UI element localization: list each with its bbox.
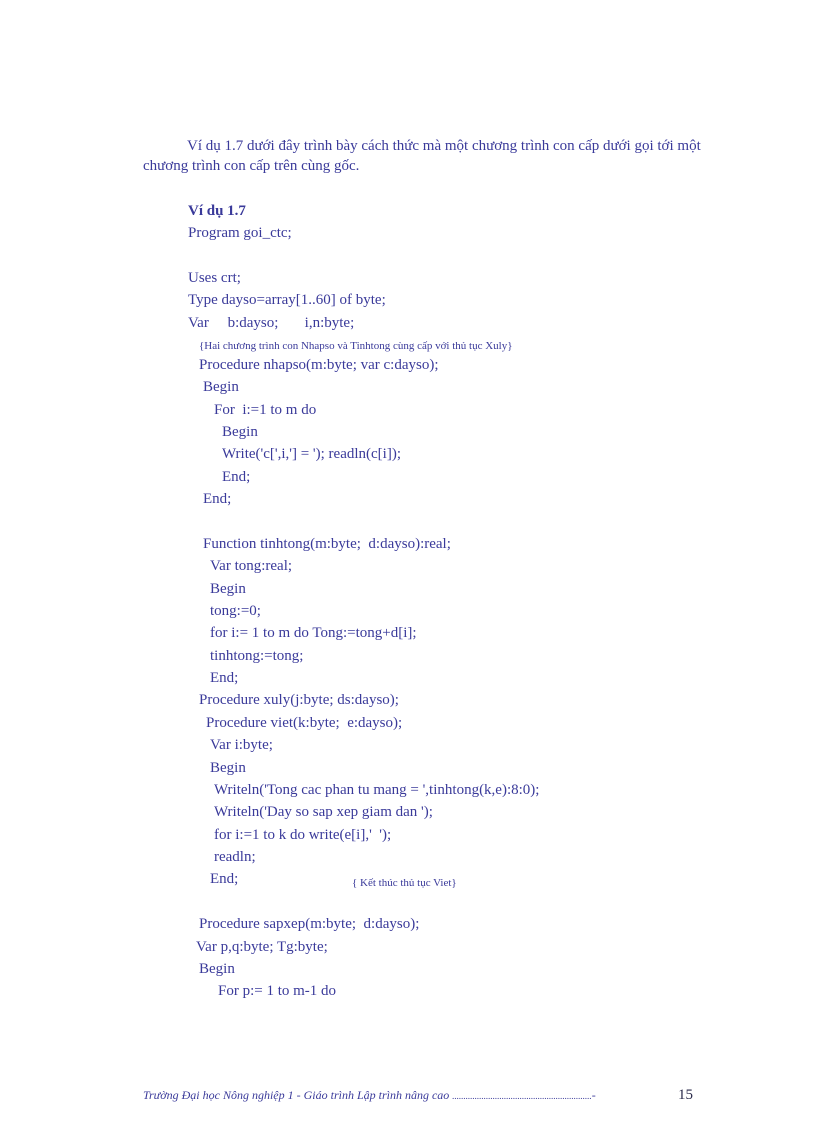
code-line: For i:=1 to m do (214, 402, 317, 418)
code-line: Function tinhtong(m:byte; d:dayso):real; (203, 536, 451, 552)
code-line: Uses crt; (188, 270, 241, 286)
code-line: End; (222, 469, 251, 485)
code-line: Writeln('Day so sap xep giam dan '); (214, 804, 433, 820)
code-line: Write('c[',i,'] = '); readln(c[i]); (222, 446, 401, 462)
code-line: tinhtong:=tong; (210, 648, 304, 664)
code-line: End; (210, 871, 239, 887)
code-line: for i:=1 to k do write(e[i],' '); (214, 827, 392, 843)
intro-paragraph (143, 136, 743, 176)
page-number: 15 (678, 1087, 693, 1103)
code-line: End; (210, 670, 239, 686)
code-line: Var i:byte; (210, 737, 273, 753)
code-line: Begin (199, 961, 235, 977)
code-line: Writeln('Tong cac phan tu mang = ',tinhtong(k,e):8:0); (214, 782, 540, 798)
footer-text: Trường Đại học Nông nghiệp 1 - Giáo trình Lập trình nâng cao (143, 1088, 453, 1102)
code-comment: {Hai chương trình con Nhapso và Tinhtong cùng cấp với thủ tục Xuly} (199, 340, 513, 352)
code-line: for i:= 1 to m do Tong:=tong+d[i]; (210, 625, 417, 641)
code-line: Procedure viet(k:byte; e:dayso); (206, 715, 403, 731)
code-line: Begin (210, 760, 246, 776)
code-line: Begin (222, 424, 258, 440)
code-line: Var b:dayso; i,n:byte; (188, 315, 355, 331)
code-line: tong:=0; (210, 603, 261, 619)
code-line: Procedure xuly(j:byte; ds:dayso); (199, 692, 399, 708)
example-title: Ví dụ 1.7 (188, 203, 246, 219)
code-line: Procedure nhapso(m:byte; var c:dayso); (199, 357, 439, 373)
code-line: End; (203, 491, 232, 507)
page-footer (143, 1088, 703, 1103)
footer-dash: - (591, 1088, 596, 1102)
code-line: readln; (214, 849, 256, 865)
code-line: Program goi_ctc; (188, 225, 292, 241)
footer-dots: .............................................................. (452, 1091, 592, 1101)
intro-line-2: chương trình con cấp trên cùng gốc. (143, 158, 360, 174)
code-comment: { Kết thúc thủ tục Viet} (352, 877, 457, 889)
intro-line-1: Ví dụ 1.7 dưới đây trình bày cách thức mà một chương trình con cấp dưới gọi tới một (187, 138, 701, 154)
code-line: Var tong:real; (210, 558, 293, 574)
code-line: Begin (203, 379, 239, 395)
code-line: Var p,q:byte; Tg:byte; (196, 939, 328, 955)
code-line: Procedure sapxep(m:byte; d:dayso); (199, 916, 420, 932)
code-line: Type dayso=array[1..60] of byte; (188, 292, 386, 308)
code-line: For p:= 1 to m-1 do (218, 983, 337, 999)
code-line: Begin (210, 581, 246, 597)
